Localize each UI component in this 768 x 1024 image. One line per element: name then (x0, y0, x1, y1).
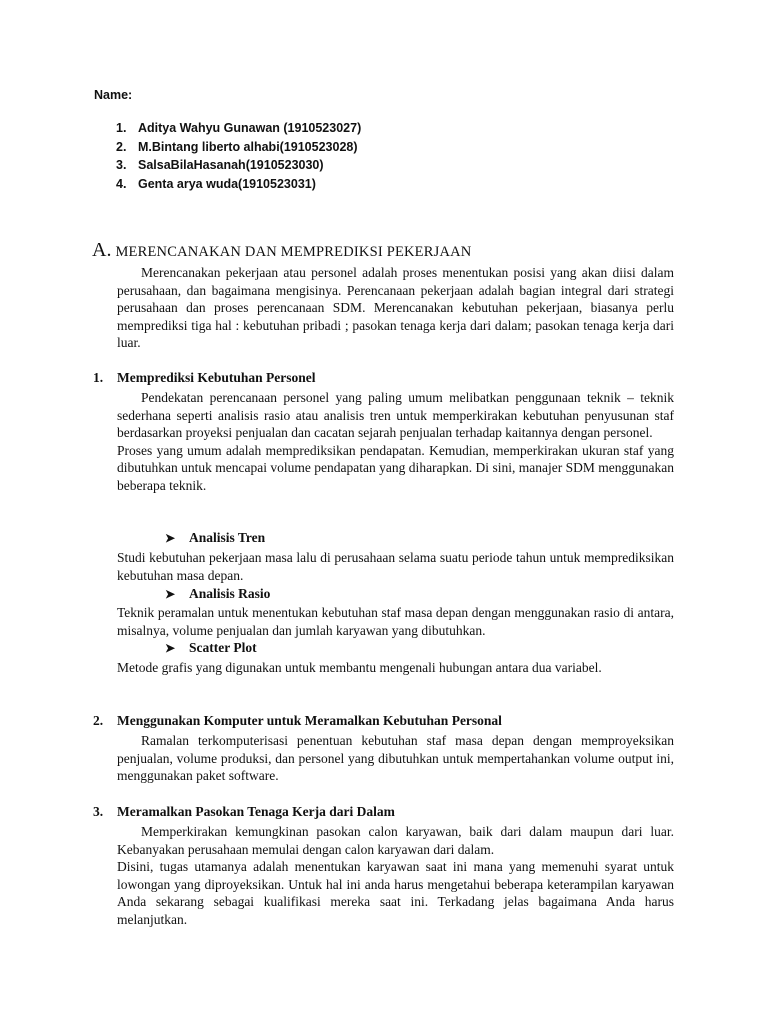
bullet-heading (165, 586, 270, 602)
author-item (116, 119, 361, 138)
author-item (116, 138, 361, 157)
heading-number: 2. (93, 713, 104, 728)
heading-number: 1. (93, 370, 104, 385)
author-number: 4. (116, 176, 127, 191)
name-label: Name: (94, 88, 133, 102)
paragraph: Studi kebutuhan pekerjaan masa lalu di perusahaan selama suatu periode tahun untuk memprediksikan kebutuhan masa depan. (117, 550, 674, 583)
subsection-1-heading (93, 370, 316, 386)
author-list (116, 119, 361, 193)
paragraph: Merencanakan pekerjaan atau personel adalah proses menentukan posisi yang akan diisi dalam perusahaan, dan bagaimana mengisinya. Perencanaan pekerjaan adalah bagian integral dari strategi perusahaan dan proses perencanaan SDM. Merencanakan kebutuhan pekerjaan, biasanya perlu memprediksi tiga hal : kebutuhan pribadi ; pasokan tenaga kerja dari dalam; pasokan tenaga kerja dari luar. (117, 265, 674, 351)
paragraph: Metode grafis yang digunakan untuk membantu mengenali hubungan antara dua variabel. (117, 660, 602, 675)
section-a-intro (117, 264, 674, 352)
bullet-title: Analisis Tren (189, 530, 266, 545)
heading-title: Meramalkan Pasokan Tenaga Kerja dari Dalam (117, 804, 395, 819)
author-number: 1. (116, 121, 127, 135)
bullet-heading (165, 530, 265, 546)
author-name: SalsaBilaHasanah(1910523030) (138, 158, 324, 172)
arrow-bullet-icon: ➤ (165, 531, 176, 545)
subsection-2-body (117, 732, 674, 785)
heading-number: 3. (93, 804, 104, 819)
paragraph: Pendekatan perencanaan personel yang paling umum melibatkan penggunaan teknik – teknik sederhana seperti analisis rasio atau analisis tren untuk memperkirakan kebutuhan penyusunan staf berdasarkan proyeksi penjualan dan cacatan sejarah penjualan terhadap kaitannya dengan personel. (117, 390, 674, 441)
author-number: 2. (116, 139, 127, 154)
section-a-heading (92, 239, 692, 262)
paragraph: Proses yang umum adalah memprediksikan pendapatan. Kemudian, memperkirakan ukuran staf yang dibutuhkan untuk mencapai volume pendapatan yang diharapkan. Di sini, manajer SDM menggunakan beberapa teknik. (117, 442, 674, 493)
section-title: MERENCANAKAN DAN MEMPREDIKSI PEKERJAAN (115, 244, 472, 260)
paragraph: Memperkirakan kemungkinan pasokan calon karyawan, baik dari dalam maupun dari luar. Kebanyakan perusahaan memulai dengan calon karyawan dari dalam. (117, 824, 674, 857)
bullet-heading (165, 640, 257, 656)
heading-title: Memprediksi Kebutuhan Personel (117, 370, 316, 385)
bullet-body (117, 659, 674, 677)
arrow-bullet-icon: ➤ (165, 587, 176, 601)
bullet-title: Analisis Rasio (189, 586, 271, 601)
arrow-bullet-icon: ➤ (165, 641, 176, 655)
author-name: Aditya Wahyu Gunawan (1910523027) (138, 121, 362, 135)
author-item (116, 156, 361, 175)
author-item (116, 175, 361, 194)
paragraph: Ramalan terkomputerisasi penentuan kebutuhan staf masa depan dengan memproyeksikan penjualan, volume produksi, dan personel yang dibutuhkan untuk mempertahankan volume output ini, menggunakan paket software. (117, 733, 674, 784)
bullet-body (117, 604, 674, 639)
author-name: Genta arya wuda(1910523031) (138, 176, 316, 191)
subsection-2-heading (93, 713, 502, 729)
section-letter: A. (92, 239, 112, 261)
paragraph: Disini, tugas utamanya adalah menentukan karyawan saat ini mana yang memenuhi syarat untuk lowongan yang diproyeksikan. Untuk hal ini anda harus mengetahui beberapa keterampilan karyawan Anda sekarang sebagai kualifikasi mereka saat ini. Terkadang jelas bagaimana Anda harus melanjutkan. (117, 859, 674, 927)
subsection-1-body (117, 389, 674, 495)
heading-title: Menggunakan Komputer untuk Meramalkan Kebutuhan Personal (117, 713, 502, 728)
subsection-3-body (117, 823, 674, 929)
bullet-body (117, 549, 674, 584)
paragraph: Teknik peramalan untuk menentukan kebutuhan staf masa depan dengan menggunakan rasio di antara, misalnya, volume penjualan dan jumlah karyawan yang dibutuhkan. (117, 605, 674, 638)
subsection-3-heading (93, 804, 395, 820)
author-name: M.Bintang liberto alhabi(1910523028) (138, 139, 358, 154)
bullet-title: Scatter Plot (189, 640, 257, 655)
author-number: 3. (116, 158, 127, 172)
